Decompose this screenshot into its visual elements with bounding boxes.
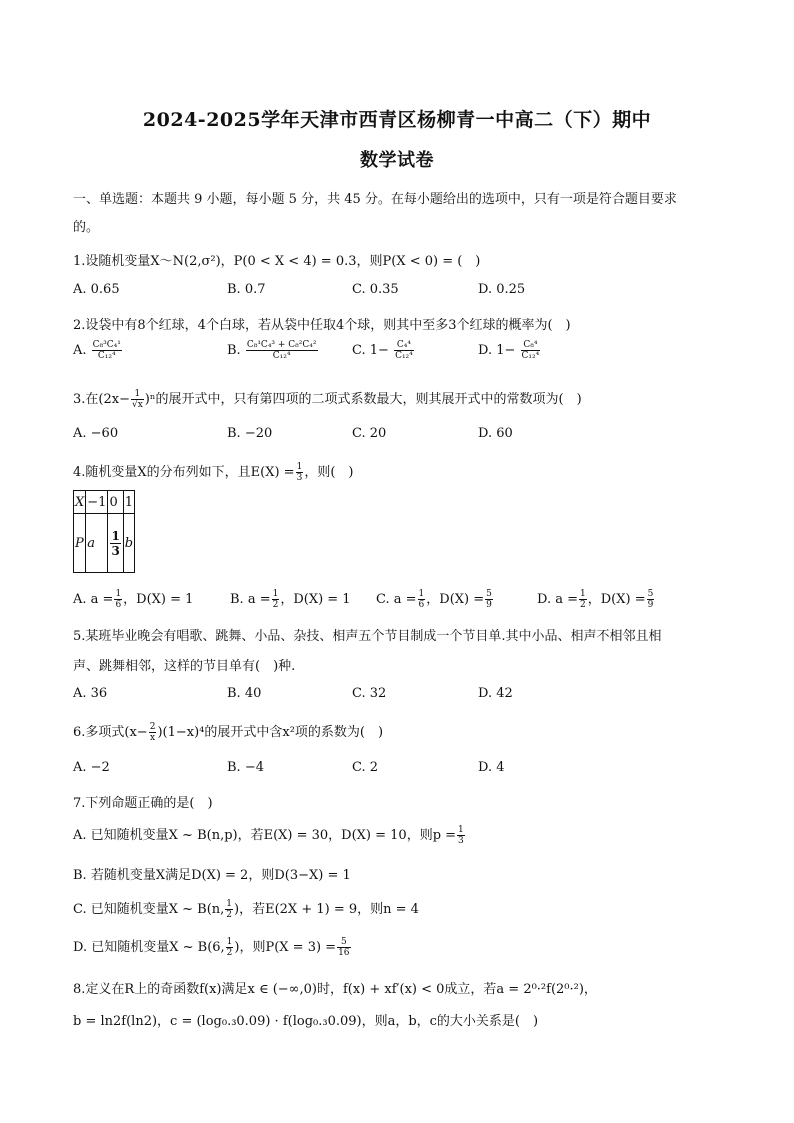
q2-d-label: D. 1− — [478, 343, 516, 358]
question-1-stem: 1.设随机变量X～N(2,σ²)，P(0 < X < 4) = 0.3，则P(X < 0) = ( ) — [73, 254, 481, 269]
q1-option-b: B. 0.7 — [227, 282, 266, 297]
page-subtitle: 数学试卷 — [360, 150, 434, 171]
section-instruction: 一、单选题：本题共 9 小题，每小题 5 分，共 45 分。在每小题给出的选项中，只有一项是符合题目要求 — [73, 192, 677, 207]
q2-c-denominator: C₁₂⁴ — [395, 351, 413, 361]
q4-stem-post: ，则( ) — [304, 465, 354, 480]
q6-stem-denominator: x — [150, 733, 156, 743]
q7-d-denominator-2: 16 — [338, 948, 350, 958]
q2-option-c — [352, 340, 415, 361]
question-8-stem: 8.定义在R上的奇函数f(x)满足x ∈ (−∞,0)时，f(x) + xf′(x) < 0成立，若a = 2⁰·²f(2⁰·²)， — [73, 982, 597, 997]
q7-option-d — [73, 936, 352, 958]
q2-d-fraction — [521, 340, 541, 361]
question-3-stem — [73, 388, 582, 410]
q4-a-pre: A. a = — [73, 592, 114, 607]
question-6-stem — [73, 721, 383, 743]
q4-b-numerator: 1 — [272, 589, 279, 599]
q2-b-fraction — [246, 340, 318, 361]
question-5-stem-cont: 声、跳舞相邻，这样的节目单有( )种. — [73, 659, 296, 674]
q2-b-denominator: C₁₂⁴ — [272, 351, 291, 361]
table-row — [74, 514, 135, 573]
q4-d-fraction-2 — [647, 589, 655, 610]
question-8-stem-cont: b = ln2f(ln2)，c = (log₀.₃0.09) · f(log₀.₃0.09)，则a，b，c的大小关系是( ) — [73, 1014, 539, 1029]
q7-d-denominator: 2 — [226, 948, 233, 958]
q2-b-label: B. — [227, 343, 241, 358]
table-cell: a — [86, 514, 108, 573]
q4-c-fraction-2 — [485, 589, 493, 610]
q4-b-post: ，D(X) = 1 — [280, 592, 351, 607]
page-title: 2024-2025学年天津市西青区杨柳青一中高二（下）期中 — [142, 109, 652, 131]
q4-b-fraction — [272, 589, 280, 610]
q4-b-pre: B. a = — [230, 592, 271, 607]
q2-b-numerator: C₈¹C₄³ + C₈²C₄² — [246, 340, 317, 350]
q2-d-denominator: C₁₂⁴ — [521, 351, 540, 361]
q4-stem-denominator: 3 — [296, 473, 303, 483]
q2-c-numerator: C₄⁴ — [394, 340, 414, 351]
q4-d-pre: D. a = — [537, 592, 578, 607]
q4-d-numerator: 1 — [580, 589, 586, 599]
q2-option-d — [478, 340, 541, 361]
table-cell: 1 — [123, 491, 134, 514]
table-cell: −1 — [86, 491, 108, 514]
q5-option-b: B. 40 — [227, 686, 262, 701]
q1-option-a: A. 0.65 — [73, 282, 120, 297]
q6-option-b: B. −4 — [227, 760, 264, 775]
distribution-table — [73, 490, 135, 573]
q2-a-denominator: C₁₂⁴ — [97, 351, 116, 361]
q7-option-c — [73, 898, 419, 920]
q5-option-c: C. 32 — [352, 686, 387, 701]
table-row — [74, 491, 135, 514]
section-instruction-cont: 的。 — [73, 220, 100, 235]
question-7-stem: 7.下列命题正确的是( ) — [73, 796, 213, 811]
table-cell: P — [74, 514, 86, 573]
q4-c-pre: C. a = — [376, 592, 417, 607]
table-cell: b — [123, 514, 134, 573]
q4-c-fraction — [418, 589, 426, 610]
q7-a-fraction — [457, 825, 465, 846]
q4-a-post: ，D(X) = 1 — [123, 592, 194, 607]
q4-a-numerator: 1 — [115, 589, 122, 599]
table-cell: X — [74, 491, 86, 514]
q4-b-denominator: 2 — [272, 600, 279, 610]
q2-option-a — [73, 340, 123, 361]
q3-stem-denominator: √x — [131, 400, 143, 410]
table-fraction — [110, 529, 120, 558]
q6-stem-post: )(1−x)⁴的展开式中含x²项的系数为( ) — [157, 725, 384, 740]
q3-option-a: A. −60 — [73, 426, 119, 441]
q7-c-denominator: 2 — [226, 910, 233, 920]
q4-option-a — [73, 588, 193, 610]
q3-stem-pre: 3.在(2x− — [73, 392, 130, 407]
q7-d-numerator-2: 5 — [337, 937, 350, 948]
q3-option-b: B. −20 — [227, 426, 273, 441]
q7-c-pre: C. 已知随机变量X ~ B(n, — [73, 902, 225, 917]
q4-stem-pre: 4.随机变量X的分布列如下，且E(X) = — [73, 465, 295, 480]
q4-a-denominator: 6 — [115, 600, 122, 610]
question-2-stem: 2.设袋中有8个红球，4个白球，若从袋中任取4个球，则其中至多3个红球的概率为( ) — [73, 318, 571, 333]
q4-stem-fraction — [296, 462, 304, 483]
q2-c-fraction — [394, 340, 414, 361]
q2-a-fraction — [92, 340, 122, 361]
q6-stem-numerator: 2 — [149, 722, 156, 732]
q7-d-pre: D. 已知随机变量X ~ B(6, — [73, 940, 225, 955]
q7-d-fraction — [226, 937, 234, 958]
q4-c-numerator-2: 5 — [486, 589, 492, 599]
q6-option-c: C. 2 — [352, 760, 379, 775]
question-4-stem — [73, 461, 353, 483]
q7-a-denominator: 3 — [458, 836, 464, 846]
q7-d-mid: )，则P(X = 3) = — [234, 940, 337, 955]
q1-option-d: D. 0.25 — [478, 282, 526, 297]
q7-c-post: )，若E(2X + 1) = 9，则n = 4 — [234, 902, 419, 917]
table-cell: 0 — [108, 491, 123, 514]
table-numerator: 1 — [111, 528, 120, 543]
q5-option-d: D. 42 — [478, 686, 513, 701]
q3-stem-fraction — [131, 389, 144, 410]
q7-option-a — [73, 824, 466, 846]
q7-c-fraction — [225, 899, 233, 920]
q3-option-d: D. 60 — [478, 426, 513, 441]
q4-d-fraction — [579, 589, 587, 610]
q4-c-denominator-2: 9 — [486, 600, 492, 610]
q4-a-fraction — [114, 589, 122, 610]
q7-c-numerator: 1 — [226, 899, 233, 909]
q4-option-d — [537, 588, 655, 610]
table-cell — [108, 514, 123, 573]
q7-option-b: B. 若随机变量X满足D(X) = 2，则D(3−X) = 1 — [73, 868, 351, 883]
q3-stem-post: )ⁿ的展开式中，只有第四项的二项式系数最大，则其展开式中的常数项为( ) — [144, 392, 582, 407]
q3-option-c: C. 20 — [352, 426, 387, 441]
q2-a-label: A. — [73, 343, 87, 358]
q6-stem-fraction — [149, 722, 157, 743]
q4-d-numerator-2: 5 — [647, 589, 654, 599]
q2-c-label: C. 1− — [352, 343, 389, 358]
q4-d-mid: ，D(X) = — [587, 592, 646, 607]
q6-option-d: D. 4 — [478, 760, 505, 775]
q2-d-numerator: C₈⁴ — [521, 340, 541, 351]
q1-option-c: C. 0.35 — [352, 282, 399, 297]
q4-c-mid: ，D(X) = — [426, 592, 485, 607]
q4-option-b — [230, 588, 351, 610]
q4-d-denominator: 2 — [580, 600, 586, 610]
q4-d-denominator-2: 9 — [647, 600, 654, 610]
question-5-stem: 5.某班毕业晚会有唱歌、跳舞、小品、杂技、相声五个节目制成一个节目单.其中小品、相声不相邻且相 — [73, 629, 662, 644]
q7-d-numerator: 1 — [226, 937, 233, 947]
q3-stem-numerator: 1 — [131, 389, 144, 400]
q6-option-a: A. −2 — [73, 760, 110, 775]
q5-option-a: A. 36 — [73, 686, 108, 701]
q4-option-c — [376, 588, 494, 610]
q7-a-pre: A. 已知随机变量X ~ B(n,p)，若E(X) = 30，D(X) = 10，则p = — [73, 828, 457, 843]
q4-stem-numerator: 1 — [296, 462, 303, 472]
table-denominator: 3 — [111, 543, 120, 558]
q7-d-fraction-2 — [337, 937, 350, 958]
q7-a-numerator: 1 — [458, 825, 464, 835]
q6-stem-pre: 6.多项式(x− — [73, 725, 148, 740]
q4-c-denominator: 6 — [418, 600, 425, 610]
q2-option-b — [227, 340, 319, 361]
q4-c-numerator: 1 — [418, 589, 425, 599]
q2-a-numerator: C₈³C₄¹ — [92, 340, 121, 350]
